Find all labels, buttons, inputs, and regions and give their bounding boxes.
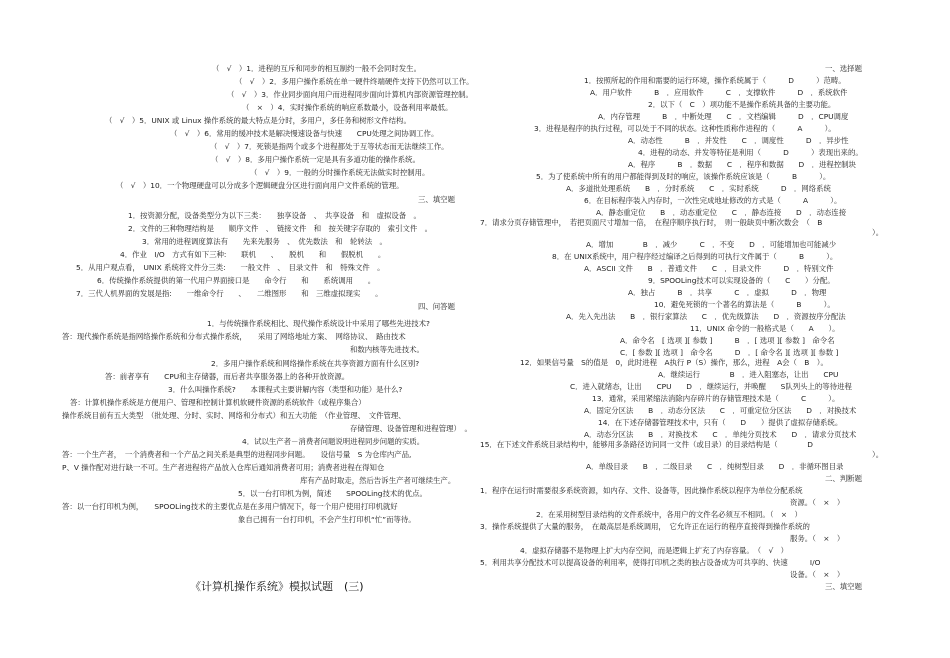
right-line-1: 一、选择题	[825, 64, 862, 73]
left-line-3: （ √ ）3．作业同步面向用户而进程同步面向计算机内部资源管理控制。	[227, 90, 473, 99]
left-line-26: 答：计算机操作系统是方便用户、管理和控制计算机软硬件资源的系统软件（或程序集合）	[70, 398, 366, 407]
left-line-7: （ √ ）7．死锁是指两个或多个进程都处于互等状态而无法继续工作。	[210, 142, 449, 151]
right-line-44: 设备。（ × ）	[790, 570, 845, 579]
left-line-4: （ × ）4．实时操作系统的响应系数最小，设备利用率最低。	[242, 103, 453, 112]
right-line-2: 1．按照所起的作用和需要的运行环境，操作系统属于（ D ）范畴。	[584, 76, 846, 85]
right-line-14: 7．请求分页存储管理中， 若把页面尺寸增加一倍， 在程序顺序执行时， 则一般缺页中断次数会 （ B	[480, 218, 823, 227]
right-line-32: A．动态分区法 B ．对换技术 C ．单纯分页技术 D ．请求分页技术	[584, 430, 857, 439]
right-line-45: 三、填空题	[825, 582, 862, 591]
left-line-28: 存储管理、设备管理和进程管理） 。	[350, 424, 472, 433]
left-line-30: 答：一个生产者， 一个消费者和一个产品之间关系是典型的进程同步问题。 设信号量 S 为仓库内产品,	[62, 450, 412, 459]
right-line-31: 14．在下述存储器管理技术中，只有（ D ）提供了虚拟存储系统。	[598, 418, 843, 427]
left-line-1: （ √ ）1．进程的互斥和同步的相互制约一般不会同时发生。	[212, 64, 421, 73]
right-line-29: 13．通常，采用紧缩法消除内存碎片的存储管理技术是（ C ）。	[592, 394, 840, 403]
right-column	[480, 0, 890, 658]
right-line-34: ）。	[872, 450, 884, 459]
right-line-5: A．内存管理 B ．中断处理 C ．文档编辑 D ．CPU调度	[598, 112, 849, 121]
right-line-21: 10．避免死锁的一个著名的算法是（ B ）。	[654, 300, 835, 309]
left-line-14: 3．常用的进程调度算法有 先来先服务 、 优先数法 和 轮转法 。	[142, 237, 387, 246]
left-line-16: 5．从用户观点看， UNIX 系统将文件分三类: 一般文件 、 目录文件 和 特殊文件 。	[76, 263, 385, 272]
left-line-29: 4．试以生产者－消费者问题说明进程同步问题的实质。	[242, 437, 425, 446]
right-line-38: 资源。（ × ）	[790, 498, 845, 507]
right-line-17: 8．在 UNIX系统中，用户程序经过编译之后得到的可执行文件属于（ B ）。	[552, 252, 838, 261]
left-line-21: 答：现代操作系统是指网络操作系统和分布式操作系统， 采用了网络地址方案、 网络协议、 路由技术	[62, 332, 406, 341]
left-line-19: 四、问答题	[418, 302, 455, 311]
right-line-7: A．动态性 B ．并发性 C ．调度性 D ．异步性	[628, 136, 849, 145]
right-line-24: A．命令名 [ 选项 ][ 参数 ] B ．[ 选项 ][ 参数 ] 命令名	[620, 336, 835, 345]
right-line-37: 1．程序在运行时需要很多系统资源，如内存、文件、设备等，因此操作系统以程序为单位分配系统	[480, 486, 803, 495]
left-line-17: 6．传统操作系统提供的第一代用户界面接口是 命令行 和 系统调用 。	[97, 276, 376, 285]
left-line-15: 4．作业 I/O 方式有如下三种: 联机 、 脱机 和 假脱机 。	[120, 250, 386, 259]
exam-title: 《计算机操作系统》模拟试题 (三)	[190, 580, 364, 593]
right-line-9: A．程序 B ．数据 C ．程序和数据 D ．进程控制块	[628, 160, 856, 169]
right-line-18: A．ASCII 文件 B ．普通文件 C ．目录文件 D ．特别文件	[584, 264, 834, 273]
left-line-9: （ √ ）9．一般的分时操作系统无法做实时控制用。	[250, 168, 430, 177]
left-line-5: （ √ ）5．UNIX 或 Linux 操作系统的最大特点是分时，多用户，多任务和树形文件结构。	[105, 116, 411, 125]
right-line-43: 5．利用共享分配技术可以提高设备的利用率，使得打印机之类的独占设备成为可共享的、快速 I/O	[480, 558, 821, 567]
left-line-10: （ √ ）10．一个物理硬盘可以分成多个逻辑硬盘分区进行面向用户文件系统的管理。	[116, 181, 404, 190]
right-line-36: 二、判断题	[825, 474, 862, 483]
right-line-40: 3．操作系统提供了大量的服务， 在最高层是系统调用， 它允许正在运行的程序直接得到操作系统的	[480, 522, 810, 531]
right-line-4: 2．以下（ C ）项功能不是操作系统具备的主要功能。	[648, 100, 836, 109]
left-line-18: 7．三代人机界面的发展是指: 一维命令行 、 二维图形 和 三维虚拟现实 。	[76, 289, 383, 298]
left-line-13: 2．文件的三种物理结构是 顺序文件 、 链接文件 和 按关键字存取的 索引文件 。	[128, 224, 433, 233]
left-line-32: 库有产品时取走，然后告诉生产者可继续生产。	[300, 476, 456, 485]
left-line-22: 和数内核等先进技术。	[350, 345, 424, 354]
right-line-39: 2．在采用树型目录结构的文件系统中，各用户的文件名必须互不相同。（ × ）	[536, 510, 802, 519]
right-line-20: A．独占 B ．共享 C ．虚拟 D ．物理	[628, 288, 827, 297]
left-line-12: 1．按资源分配，设备类型分为以下三类： 独享设备 、 共享设备 和 虚拟设备 。	[128, 211, 421, 220]
left-line-34: 答：以一台打印机为例， SPOOLing技术的主要优点是在多用户情况下，每一个用户使用打印机就好	[62, 502, 398, 511]
right-line-12: 6．在目标程序装入内存时，一次性完成地址修改的方式是（ A ）。	[584, 196, 842, 205]
left-line-8: （ √ ）8．多用户操作系统一定是具有多道功能的操作系统。	[211, 155, 420, 164]
right-line-35: A．单级目录 B ．二级目录 C ．纯树型目录 D ．非循环图目录	[586, 462, 844, 471]
right-line-15: ）。	[872, 228, 884, 237]
right-line-27: A．继续运行 B ．进入阻塞态，让出 CPU	[658, 370, 839, 379]
right-line-42: 4．虚拟存储器不是物理上扩大内存空间，而是逻辑上扩充了内存容量。 （ √ ）	[520, 546, 789, 555]
right-line-23: 11．UNIX 命令的一般格式是（ A ）。	[690, 324, 840, 333]
left-line-33: 5．以一台打印机为例，简述 SPOOLing技术的优点。	[238, 489, 427, 498]
right-line-16: A．增加 B ．减少 C ．不变 D ．可能增加也可能减少	[586, 240, 837, 249]
right-line-19: 9．SPOOLing技术可以实现设备的（ C ）分配。	[648, 276, 835, 285]
right-line-33: 15．在下述文件系统目录结构中，能够用多条路径访问同一文件（或目录）的目录结构是（ D	[480, 440, 813, 449]
left-line-25: 3．什么叫操作系统? 本课程式主要讲解内容（类型和功能）是什么?	[168, 385, 403, 394]
right-line-6: 3．进程是程序的执行过程，可以处于不同的状态。这种性质称作进程的（ A ）。	[534, 124, 836, 133]
left-line-11: 三、填空题	[418, 195, 455, 204]
left-line-2: （ √ ）2．多用户操作系统在单一硬件终端硬件支持下仍然可以工作。	[235, 77, 474, 86]
left-line-20: 1．与传统操作系统相比、现代操作系统设计中采用了哪些先进技术?	[207, 319, 430, 328]
right-line-13: A．静态重定位 B ．动态重定位 C ．静态连接 D ．动态连接	[596, 208, 847, 217]
right-line-26: 12．如果信号量 S的值是 0，此时进程 A执行 P（S）操作，那么，进程 A会（ B ）。	[520, 358, 828, 367]
left-line-24: 答：前者享有 CPU和主存储器，而后者共享服务器上的各种开放资源。	[105, 372, 350, 381]
right-line-22: A．先入先出法 B ．银行家算法 C ．优先级算法 D ．资源按序分配法	[566, 312, 846, 321]
right-line-8: 4．进程的动态、并发等特征是利用（ D ）表现出来的。	[638, 148, 863, 157]
right-line-10: 5．为了使系统中所有的用户都能得到及时的响应，该操作系统应该是（ B ）。	[536, 172, 831, 181]
left-line-31: P、V 操作配对进行缺一不可。生产者进程将产品放入仓库后通知消费者可用；消费者进程在得知仓	[62, 463, 385, 472]
right-line-41: 服务。（ × ）	[790, 534, 845, 543]
right-line-11: A．多道批处理系统 B ．分时系统 C ．实时系统 D ．网络系统	[566, 184, 831, 193]
right-line-25: C．[ 参数 ][ 选项 ] 命令名 D ．[ 命令名 ][ 选项 ][ 参数 ]	[620, 348, 839, 357]
left-line-27: 操作系统目前有五大类型 （批处理、分时、实时、网络和分布式）和五大功能 （作业管理、 文件管理、	[62, 411, 406, 420]
left-line-6: （ √ ）6．常用的缓冲技术是解决慢速设备与快速 CPU处理之间协调工作。	[170, 129, 439, 138]
right-line-30: A．固定分区法 B ．动态分区法 C ．可重定位分区法 D ．对换技术	[584, 406, 857, 415]
right-line-3: A．用户软件 B ．应用软件 C ．支撑软件 D ．系统软件	[590, 88, 848, 97]
left-line-23: 2．多用户操作系统和网络操作系统在共享资源方面有什么区别?	[211, 359, 420, 368]
left-column	[60, 0, 478, 658]
right-line-28: C．进入就绪态，让出 CPU D ．继续运行，并唤醒 S队列头上的等待进程	[570, 382, 852, 391]
left-line-35: 象自己拥有一台打印机，不会产生打印机“忙”而等待。	[238, 515, 416, 524]
